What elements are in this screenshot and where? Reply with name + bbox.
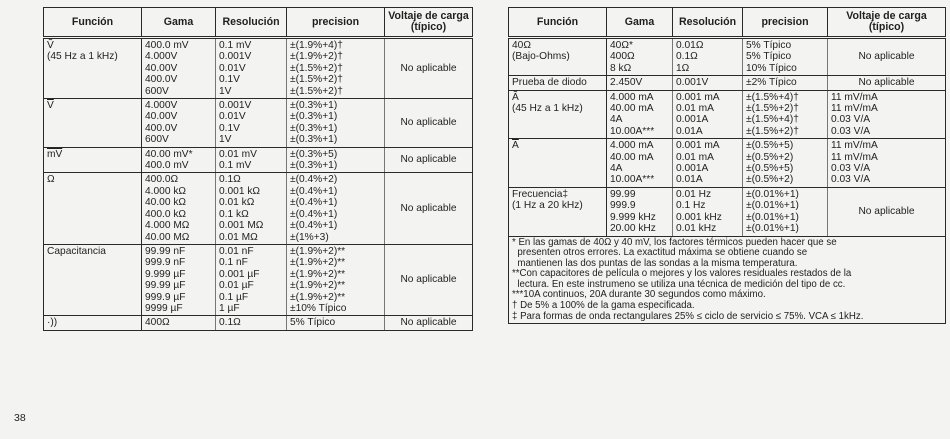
cell-line: ±(1.9%+2)** [290, 268, 346, 280]
cell-line: 400.0 kΩ [145, 208, 187, 220]
table-row [509, 90, 946, 139]
cell-line: ±(0.3%+5) [290, 148, 338, 160]
cell-line: 0.01 µF [219, 280, 254, 292]
load-voltage-cell [828, 139, 946, 188]
function-cell [44, 99, 142, 148]
cell-line: 0.01 mA [676, 151, 714, 163]
cell-line: 4A [610, 114, 623, 126]
cell-line: ±(0.5%+2) [746, 174, 794, 186]
cell-line: 999.9 [610, 200, 636, 212]
cell-line: ±(1.5%+4)† [746, 114, 799, 126]
cell-line: 0.01 kHz [676, 223, 717, 235]
function-symbol: ·)) [47, 317, 58, 329]
header-carga: Voltaje de carga (típico) [828, 8, 946, 38]
cell-line: 0.01Ω [676, 40, 704, 51]
function-subtitle: (1 Hz a 20 kHz) [512, 200, 583, 212]
cell-line: ±(1.5%+4)† [746, 91, 799, 103]
cell-line: 1V [219, 134, 232, 146]
table-row [509, 38, 946, 76]
cell-line: 40.00 mV* [145, 148, 193, 160]
cell-line: 0.01 Hz [676, 188, 712, 200]
cell-line: 0.001V [219, 51, 252, 63]
cell-line: ±(1.9%+4)† [290, 40, 343, 51]
resolucion-cell [673, 187, 743, 236]
cell-line: 10.00A*** [610, 174, 655, 186]
cell-line: 4.000 mA [610, 91, 654, 103]
cell-line: 0.001 mA [676, 140, 720, 152]
precision-cell [743, 38, 828, 76]
cell-line: ±(0.01%+1) [746, 200, 799, 212]
cell-line: 0.1 mV [219, 160, 252, 172]
cell-line: 0.1 mV [219, 40, 252, 51]
cell-line: ±(1.5%+2)† [290, 62, 343, 74]
cell-line: ±(1.5%+2)† [746, 125, 799, 137]
cell-line: ±(1.5%+2)† [746, 103, 799, 115]
load-voltage: No aplicable [400, 274, 457, 286]
cell-line: 0.01V [219, 111, 246, 123]
table-row [44, 38, 473, 99]
cell-line: 999.9 µF [145, 291, 186, 303]
cell-line: ±2% Típico [746, 77, 797, 89]
gama-cell [607, 76, 673, 90]
cell-line: 0.001 kΩ [219, 185, 261, 197]
cell-line: ±(0.5%+5) [746, 163, 794, 175]
cell-line: 40.00V [145, 62, 178, 74]
cell-line: 1Ω [676, 62, 690, 74]
load-voltage-cell [385, 99, 473, 148]
cell-line: 1V [219, 85, 232, 97]
cell-line: 0.01 mV [219, 148, 257, 160]
cell-line: 5% Típico [746, 40, 792, 51]
cell-line: 9999 µF [145, 302, 183, 314]
cell-line: 0.01 mA [676, 103, 714, 115]
cell-line: No aplicable [858, 205, 915, 217]
cell-line: ±(0.4%+1) [290, 185, 338, 197]
cell-line: 0.001V [676, 77, 709, 89]
cell-line: 0.01 kΩ [219, 197, 255, 209]
cell-line: 40.00 mA [610, 103, 654, 115]
cell-line: ±(0.4%+1) [290, 220, 338, 232]
cell-line: 4.000V [145, 51, 178, 63]
precision-cell [743, 187, 828, 236]
cell-line: 0.001 µF [219, 268, 260, 280]
cell-line: 400.0V [145, 122, 178, 134]
cell-line: 4.000 MΩ [145, 220, 190, 232]
cell-line: 0.001V [219, 100, 252, 112]
cell-line: 400.0Ω [145, 174, 179, 186]
cell-line: 5% Típico [746, 51, 792, 63]
header-gama: Gama [142, 8, 216, 38]
function-cell [44, 316, 142, 330]
cell-line: 0.1Ω [676, 51, 698, 63]
cell-line: 0.03 V/A [831, 114, 871, 126]
resolucion-cell [216, 99, 287, 148]
cell-line: ±(0.3%+1) [290, 134, 338, 146]
precision-cell [287, 173, 385, 244]
resolucion-cell [216, 173, 287, 244]
precision-cell [743, 90, 828, 139]
load-voltage-cell [385, 316, 473, 330]
load-voltage-cell [385, 147, 473, 173]
gama-cell [142, 99, 216, 148]
cell-line: 4.000 kΩ [145, 185, 187, 197]
cell-line: 0.01A [676, 125, 703, 137]
function-symbol: Ã [512, 91, 519, 103]
function-symbol: Capacitancia [47, 245, 106, 257]
footnote-line: mantienen las dos puntas de las sondas a la misma temperatura. [512, 257, 798, 269]
load-voltage-cell [828, 76, 946, 90]
cell-line: 11 mV/mA [831, 103, 878, 115]
footnote-line: ‡ Para formas de onda rectangulares 25% ≤ ciclo de servicio ≤ 75%. VCA ≤ 1kHz. [512, 310, 864, 322]
header-resolucion: Resolución [216, 8, 287, 38]
gama-cell [142, 173, 216, 244]
cell-line: 0.03 V/A [831, 125, 871, 137]
gama-cell [607, 38, 673, 76]
function-symbol: $\overline{mV}$ [47, 148, 63, 160]
load-voltage-cell [828, 90, 946, 139]
footnote-line: † De 5% a 100% de la gama especificada. [512, 300, 695, 312]
cell-line: 40.00V [145, 111, 178, 123]
function-symbol: Frecuencia‡ [512, 188, 569, 200]
header-funcion: Función [509, 8, 607, 38]
cell-line: ±(0.3%+1) [290, 100, 338, 112]
cell-line: 10% Típico [746, 62, 797, 74]
cell-line: ±(0.01%+1) [746, 223, 799, 235]
cell-line: ±(0.3%+1) [290, 111, 338, 123]
header-precision: precision [743, 8, 828, 38]
resolucion-cell [216, 244, 287, 315]
cell-line: 20.00 kHz [610, 223, 656, 235]
table-row [44, 316, 473, 330]
cell-line: ±(1.9%+2)** [290, 257, 346, 269]
footnote-line: lectura. En este instrumeno se utiliza una técnica de medición del tipo de cc. [512, 278, 846, 290]
cell-line: 4.000 mA [610, 140, 654, 152]
cell-line: No aplicable [858, 51, 915, 63]
cell-line: 40.00 mA [610, 151, 654, 163]
gama-cell [607, 139, 673, 188]
resolucion-cell [673, 76, 743, 90]
table-row [509, 76, 946, 90]
cell-line: 4A [610, 163, 623, 175]
resolucion-cell [216, 316, 287, 330]
cell-line: 0.01 MΩ [219, 231, 258, 243]
precision-cell [743, 139, 828, 188]
cell-line: ±10% Típico [290, 302, 347, 314]
cell-line: 400Ω [610, 51, 635, 63]
precision-cell [287, 147, 385, 173]
cell-line: 9.999 µF [145, 268, 186, 280]
cell-line: 600V [145, 134, 169, 146]
footnote-line: presenten otros errores. La exactitud máxima se obtiene cuando se [512, 247, 808, 259]
cell-line: ±(1.9%+2)† [290, 51, 343, 63]
function-cell [509, 187, 607, 236]
resolucion-cell [673, 139, 743, 188]
cell-line: 0.1V [219, 122, 240, 134]
cell-line: 400.0 mV [145, 160, 189, 172]
cell-line: 999.9 nF [145, 257, 186, 269]
cell-line: 2.450V [610, 77, 643, 89]
cell-line: 8 kΩ [610, 62, 632, 74]
load-voltage: No aplicable [400, 202, 457, 214]
load-voltage-cell [828, 38, 946, 76]
cell-line: ±(1.5%+2)† [290, 74, 343, 86]
cell-line: 11 mV/mA [831, 151, 878, 163]
cell-line: 0.001A [676, 163, 709, 175]
page-number: 38 [14, 412, 26, 424]
gama-cell [142, 147, 216, 173]
resolucion-cell [216, 38, 287, 99]
cell-line: ±(0.01%+1) [746, 188, 799, 200]
cell-line: 11 mV/mA [831, 140, 878, 152]
resolucion-cell [673, 38, 743, 76]
cell-line: 40.00 MΩ [145, 231, 190, 243]
left-spec-table [43, 7, 473, 331]
footnote-line: ***10A continuos, 20A durante 30 segundos como máximo. [512, 289, 766, 301]
cell-line: 0.1 nF [219, 257, 248, 269]
cell-line: 0.01V [219, 62, 246, 74]
load-voltage: No aplicable [400, 117, 457, 129]
cell-line: 0.001 MΩ [219, 220, 264, 232]
precision-cell [287, 38, 385, 99]
cell-line: ±(0.5%+2) [746, 151, 794, 163]
gama-cell [607, 187, 673, 236]
function-subtitle: (45 Hz a 1 kHz) [47, 51, 118, 63]
cell-line: 10.00A*** [610, 125, 655, 137]
cell-line: 0.01A [676, 174, 703, 186]
function-cell [44, 173, 142, 244]
cell-line: 0.1Ω [219, 174, 241, 186]
function-cell [509, 90, 607, 139]
cell-line: 0.1Ω [219, 317, 241, 329]
cell-line: 1 µF [219, 302, 240, 314]
header-carga: Voltaje de carga (típico) [385, 8, 473, 38]
function-cell [44, 244, 142, 315]
table-row [44, 173, 473, 244]
cell-line: ±(1.9%+2)** [290, 280, 346, 292]
cell-line: 400.0V [145, 74, 178, 86]
load-voltage: No aplicable [400, 154, 457, 166]
gama-cell [142, 38, 216, 99]
cell-line: 0.01 nF [219, 245, 254, 257]
cell-line: 400Ω [145, 317, 170, 329]
load-voltage: No aplicable [400, 62, 457, 74]
function-symbol: Prueba de diodo [512, 77, 587, 89]
header-resolucion: Resolución [673, 8, 743, 38]
cell-line: 0.1V [219, 74, 240, 86]
footnote-line: **Con capacitores de película o mejores y los valores residuales restados de la [512, 268, 852, 280]
cell-line: 5% Típico [290, 317, 336, 329]
cell-line: 99.99 µF [145, 280, 186, 292]
table-row [509, 187, 946, 236]
cell-line: ±(0.01%+1) [746, 211, 799, 223]
resolucion-cell [216, 147, 287, 173]
cell-line: 40.00 kΩ [145, 197, 187, 209]
cell-line: ±(1.9%+2)** [290, 291, 346, 303]
gama-cell [142, 316, 216, 330]
resolucion-cell [673, 90, 743, 139]
cell-line: 0.1 kΩ [219, 208, 249, 220]
cell-line: 0.001 kHz [676, 211, 722, 223]
load-voltage-cell [385, 173, 473, 244]
precision-cell [287, 316, 385, 330]
table-row [44, 244, 473, 315]
cell-line: 99.99 nF [145, 245, 186, 257]
cell-line: 4.000V [145, 100, 178, 112]
function-cell [509, 76, 607, 90]
cell-line: No aplicable [858, 77, 915, 89]
cell-line: ±(1.5%+2)† [290, 85, 343, 97]
cell-line: ±(1.9%+2)** [290, 245, 346, 257]
cell-line: 9.999 kHz [610, 211, 656, 223]
cell-line: 0.001A [676, 114, 709, 126]
header-funcion: Función [44, 8, 142, 38]
function-symbol: $\overline{A}$ [512, 140, 519, 152]
function-subtitle: (45 Hz a 1 kHz) [512, 103, 583, 115]
gama-cell [142, 244, 216, 315]
cell-line: 0.03 V/A [831, 174, 871, 186]
function-symbol: Ω [47, 174, 55, 186]
gama-cell [607, 90, 673, 139]
function-symbol: $\overline{V}$ [47, 100, 54, 112]
cell-line: 400.0 mV [145, 40, 189, 51]
function-subtitle: (Bajo-Ohms) [512, 51, 570, 63]
cell-line: 0.03 V/A [831, 163, 871, 175]
cell-line: 40Ω* [610, 40, 633, 51]
footnotes [509, 236, 946, 324]
function-cell [509, 139, 607, 188]
precision-cell [287, 244, 385, 315]
header-gama: Gama [607, 8, 673, 38]
table-row [509, 139, 946, 188]
cell-line: ±(0.4%+1) [290, 208, 338, 220]
load-voltage-cell [828, 187, 946, 236]
cell-line: 0.1 Hz [676, 200, 706, 212]
precision-cell [287, 99, 385, 148]
cell-line: 0.1 µF [219, 291, 249, 303]
function-cell [44, 147, 142, 173]
table-row [44, 99, 473, 148]
load-voltage-cell [385, 244, 473, 315]
load-voltage: No aplicable [400, 317, 457, 329]
cell-line: 600V [145, 85, 169, 97]
cell-line: 0.001 mA [676, 91, 720, 103]
function-cell [44, 38, 142, 99]
cell-line: ±(0.5%+5) [746, 140, 794, 152]
cell-line: ±(0.3%+1) [290, 122, 338, 134]
cell-line: 11 mV/mA [831, 91, 878, 103]
precision-cell [743, 76, 828, 90]
footnote-line: * En las gamas de 40Ω y 40 mV, los factores térmicos pueden hacer que se [512, 236, 837, 248]
function-cell [509, 38, 607, 76]
load-voltage-cell [385, 38, 473, 99]
cell-line: 99.99 [610, 188, 636, 200]
cell-line: ±(0.4%+2) [290, 174, 338, 186]
function-symbol: Ṽ [47, 40, 54, 51]
right-spec-table [508, 7, 946, 324]
cell-line: ±(0.4%+1) [290, 197, 338, 209]
cell-line: ±(1%+3) [290, 231, 329, 243]
table-row [44, 147, 473, 173]
header-precision: precision [287, 8, 385, 38]
function-symbol: 40Ω [512, 40, 531, 51]
cell-line: ±(0.3%+1) [290, 160, 338, 172]
